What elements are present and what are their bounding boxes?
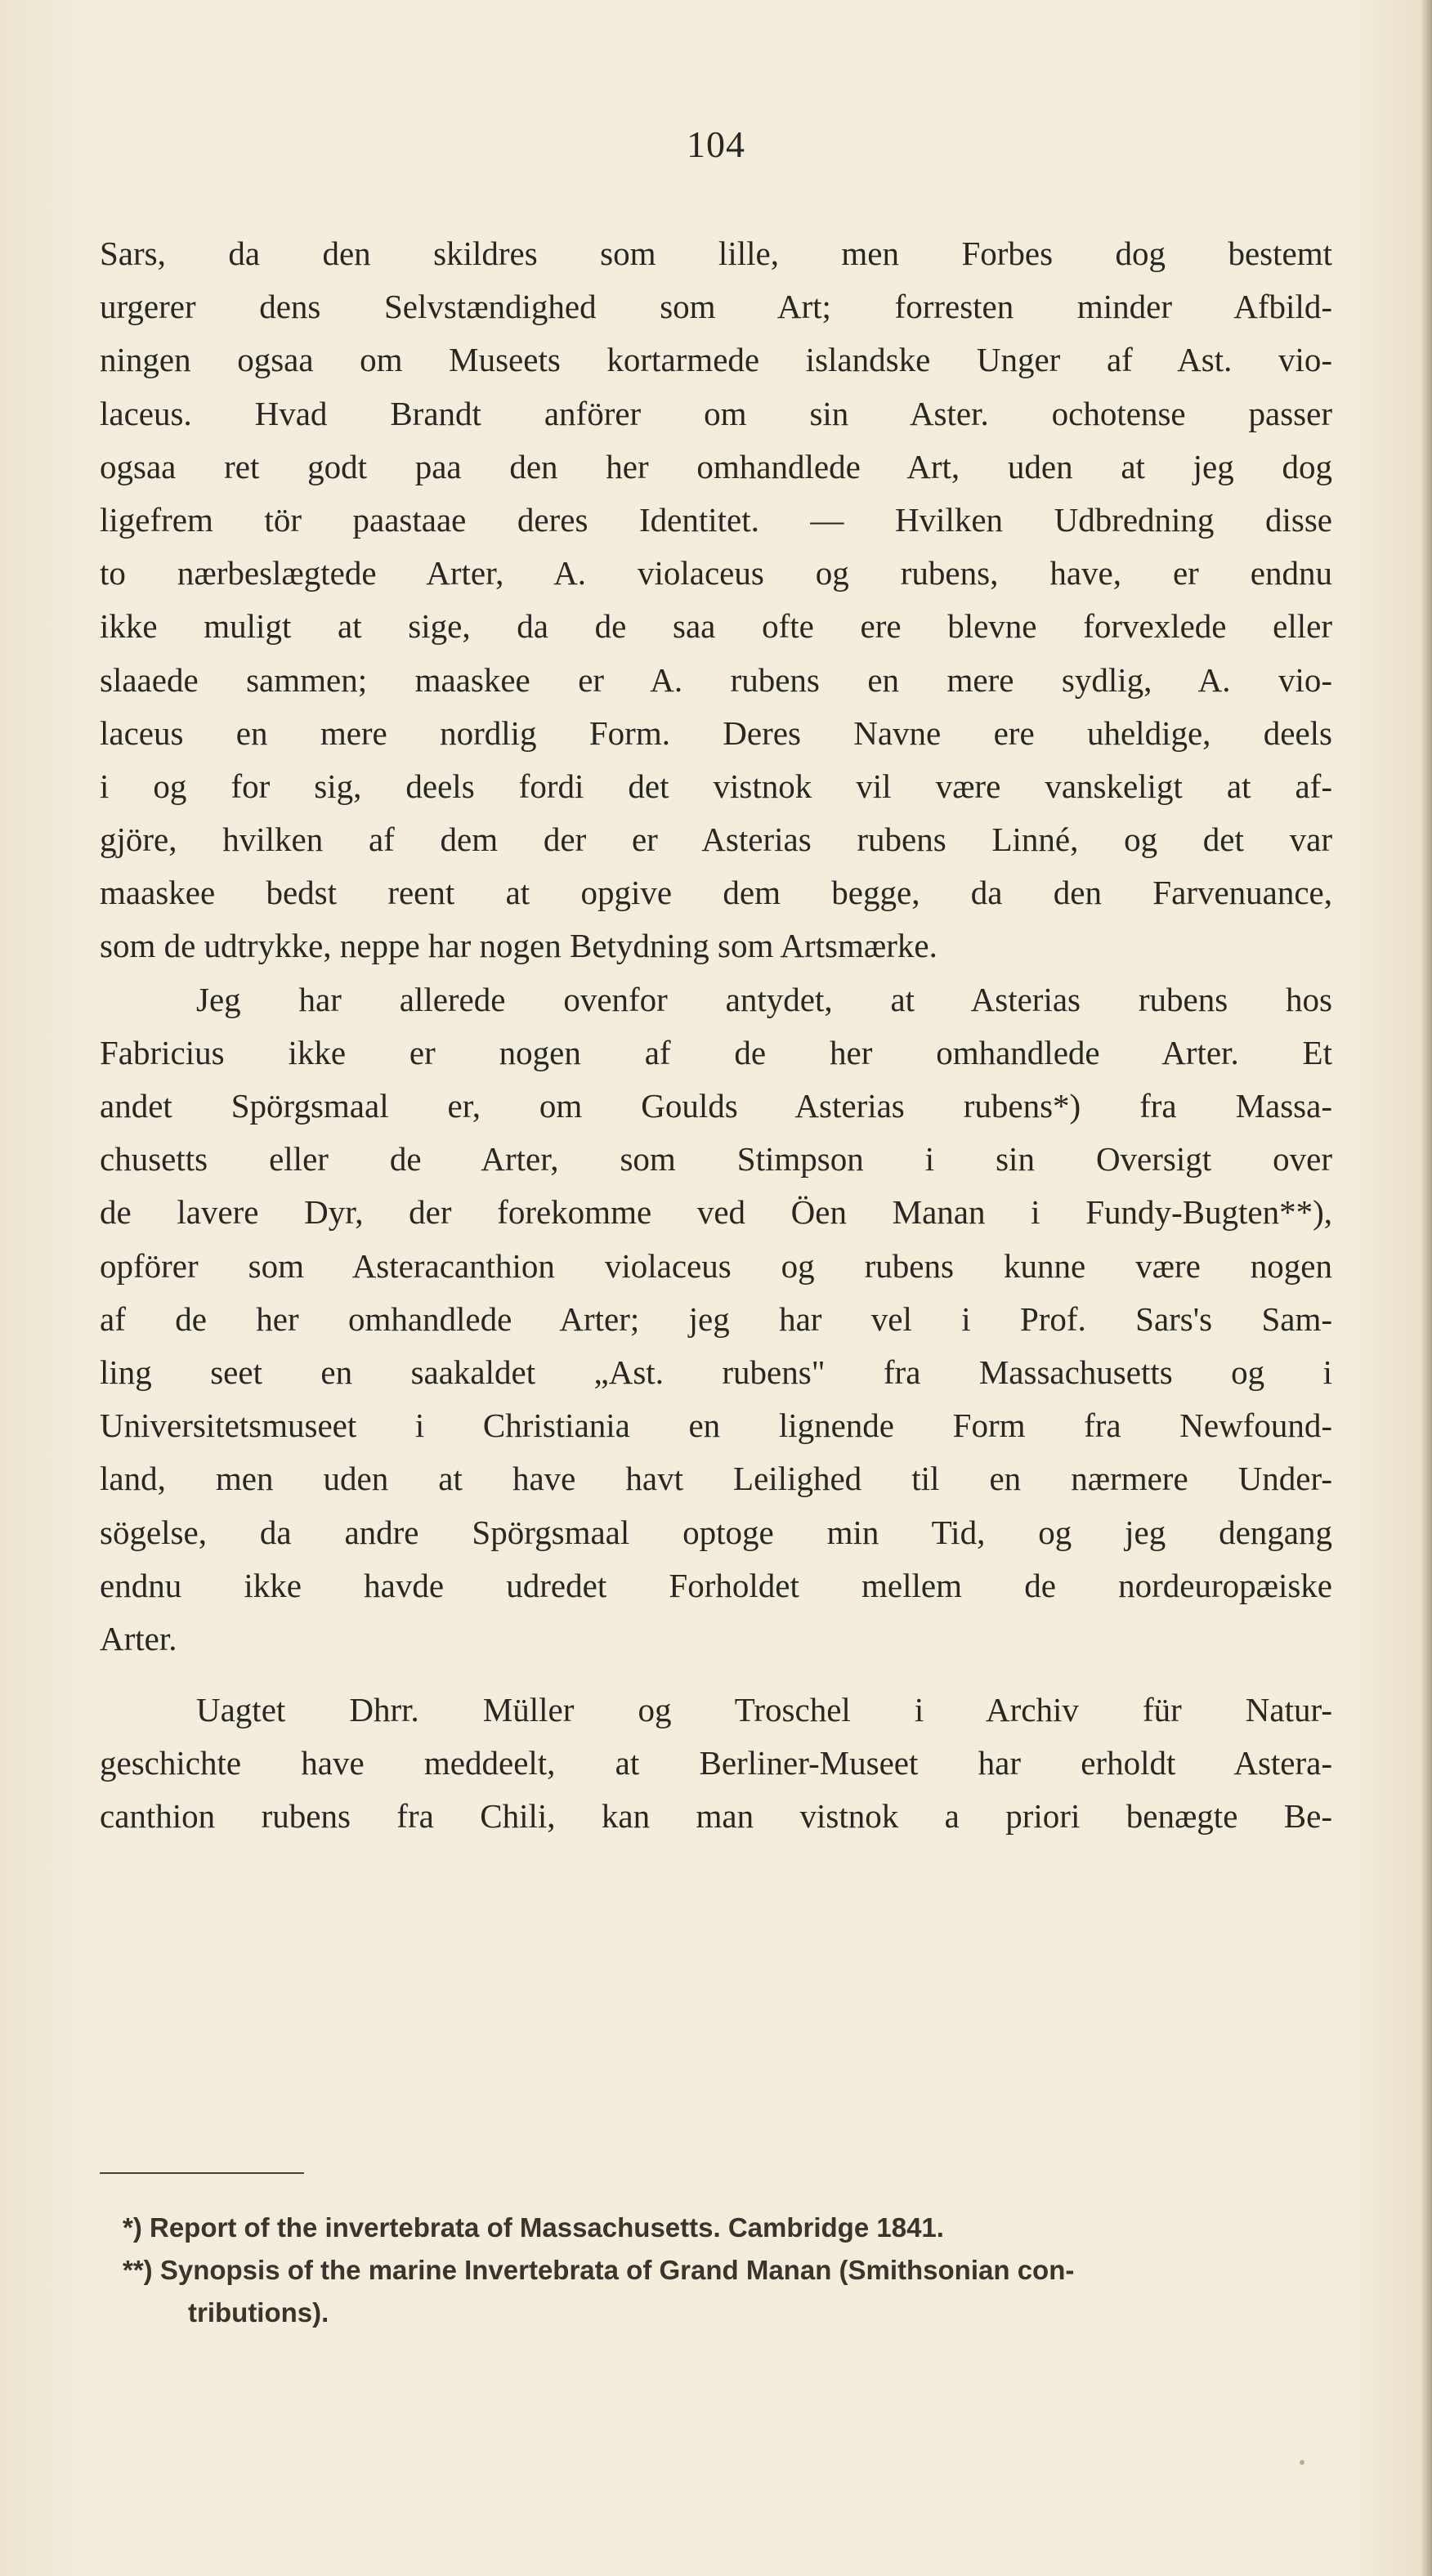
text-line: maaskee bedst reent at opgive dem begge, da den Farvenuance, [100,874,1332,912]
text-line: som de udtrykke, neppe har nogen Betydning som Artsmærke. [100,927,938,965]
text-line: urgerer dens Selvstændighed som Art; forresten minder Afbild- [100,288,1332,326]
page-edge-shadow [1421,0,1432,2576]
text-line: ningen ogsaa om Museets kortarmede islandske Unger af Ast. vio- [100,341,1332,379]
text-line: land, men uden at have havt Leilighed til en nærmere Under- [100,1460,1332,1498]
text-line: geschichte have meddeelt, at Berliner-Museet har erholdt Astera- [100,1744,1332,1782]
text-line: Uagtet Dhrr. Müller og Troschel i Archiv für Natur- [196,1691,1332,1729]
text-line: de lavere Dyr, der forekomme ved Öen Manan i Fundy-Bugten**), [100,1193,1332,1232]
paper-speck [1300,2460,1304,2465]
text-line: chusetts eller de Arter, som Stimpson i sin Oversigt over [100,1140,1332,1178]
text-line: sögelse, da andre Spörgsmaal optoge min Tid, og jeg dengang [100,1513,1332,1551]
text-line: Arter. [100,1619,177,1657]
body-text [100,227,1332,1844]
text-line: to nærbeslægtede Arter, A. violaceus og rubens, have, er endnu [100,554,1332,593]
text-line: ling seet en saakaldet „Ast. rubens" fra Massachusetts og i [100,1353,1332,1391]
footnotes [123,2207,1332,2334]
text-line: af de her omhandlede Arter; jeg har vel i Prof. Sars's Sam- [100,1299,1332,1338]
paragraph-gap [100,1666,1332,1684]
text-line: ligefrem tör paastaae deres Identitet. — Hvilken Udbredning disse [100,500,1332,539]
text-line: laceus en mere nordlig Form. Deres Navne ere uheldige, deels [100,713,1332,752]
footnote-2: **) Synopsis of the marine Invertebrata of Grand Manan (Smithsonian con- [123,2255,1075,2285]
text-line: ikke muligt at sige, da de saa ofte ere blevne forvexlede eller [100,607,1332,646]
text-line: slaaede sammen; maaskee er A. rubens en mere sydlig, A. vio- [100,660,1332,699]
text-line: opförer som Asteracanthion violaceus og rubens kunne være nogen [100,1246,1332,1285]
text-line: canthion rubens fra Chili, kan man vistnok a priori benægte Be- [100,1797,1332,1836]
text-line: laceus. Hvad Brandt anförer om sin Aster. ochotense passer [100,394,1332,432]
text-line: gjöre, hvilken af dem der er Asterias rubens Linné, og det var [100,821,1332,859]
footnote-divider [100,2172,304,2174]
footnote-1: *) Report of the invertebrata of Massachusetts. Cambridge 1841. [123,2212,944,2243]
text-line: ogsaa ret godt paa den her omhandlede Art, uden at jeg dog [100,447,1332,485]
text-line: Jeg har allerede ovenfor antydet, at Asterias rubens hos [196,980,1332,1018]
text-line: Fabricius ikke er nogen af de her omhandlede Arter. Et [100,1033,1332,1071]
text-line: andet Spörgsmaal er, om Goulds Asterias rubens*) fra Massa- [100,1087,1332,1125]
page-number: 104 [687,123,745,165]
footnote-2-continuation: tributions). [188,2297,329,2328]
text-line: Sars, da den skildres som lille, men Forbes dog bestemt [100,235,1332,272]
text-line: Universitetsmuseet i Christiania en lignende Form fra Newfound- [100,1407,1332,1445]
text-line: endnu ikke havde udredet Forholdet mellem de nordeuropæiske [100,1566,1332,1604]
text-line: i og for sig, deels fordi det vistnok vil være vanskeligt at af- [100,767,1332,805]
